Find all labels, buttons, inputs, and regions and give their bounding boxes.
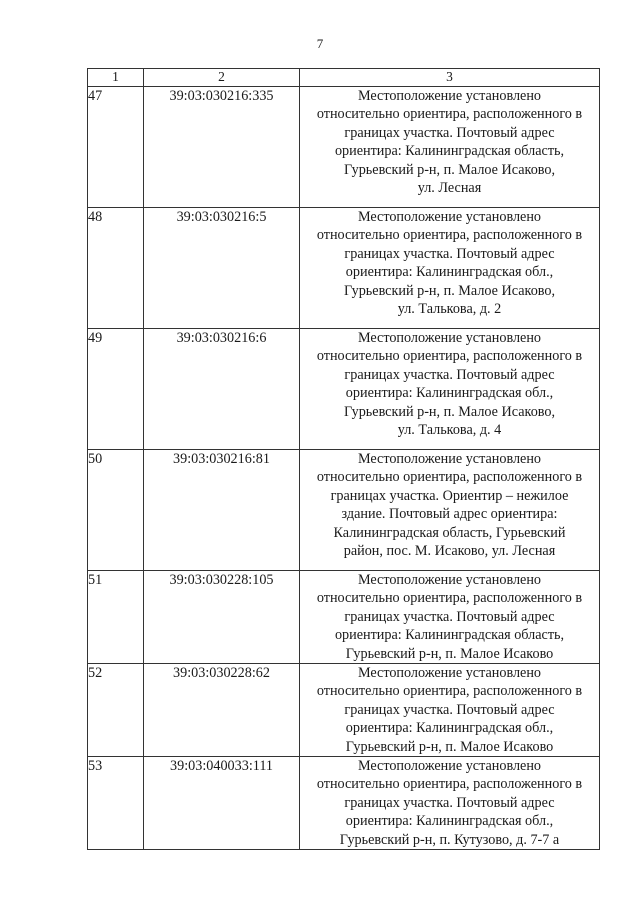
column-header-cadastral: 2: [144, 69, 300, 87]
row-number: 49: [88, 329, 144, 450]
location-line: относительно ориентира, расположенного в: [316, 106, 583, 123]
row-number: 51: [88, 571, 144, 664]
cadastral-number: 39:03:030216:5: [144, 208, 300, 329]
location-line: границах участка. Почтовый адрес: [344, 608, 555, 625]
location-line: Гурьевский р-н, п. Малое Исаково: [345, 738, 554, 755]
location-line: Местоположение установлено: [357, 665, 542, 682]
location-line: относительно ориентира, расположенного в: [316, 683, 583, 700]
cadastral-number: 39:03:040033:111: [144, 757, 300, 850]
location-line: ул. Лесная: [417, 180, 482, 197]
page-number: 7: [316, 36, 324, 51]
location-line: ориентира: Калининградская область,: [334, 143, 565, 160]
location-line: Гурьевский р-н, п. Малое Исаково,: [343, 403, 556, 420]
location-line: ориентира: Калининградская обл.,: [345, 720, 554, 737]
location-line: ориентира: Калининградская обл.,: [345, 385, 554, 402]
cadastral-number: 39:03:030228:62: [144, 664, 300, 757]
table-row: [88, 208, 600, 329]
row-number: 48: [88, 208, 144, 329]
location-line: ориентира: Калининградская область,: [334, 627, 565, 644]
location-line: границах участка. Почтовый адрес: [344, 124, 555, 141]
row-number: 50: [88, 450, 144, 571]
location-line: Гурьевский р-н, п. Кутузово, д. 7-7 а: [339, 831, 560, 848]
table-row: [88, 87, 600, 208]
cadastral-number: 39:03:030216:6: [144, 329, 300, 450]
location-line: границах участка. Почтовый адрес: [344, 366, 555, 383]
location-line: границах участка. Почтовый адрес: [344, 794, 555, 811]
location-line: Гурьевский р-н, п. Малое Исаково,: [343, 282, 556, 299]
table-row: [88, 664, 600, 757]
row-number: 47: [88, 87, 144, 208]
location-line: границах участка. Почтовый адрес: [344, 245, 555, 262]
row-number: 53: [88, 757, 144, 850]
location-description: [300, 664, 600, 757]
location-line: Местоположение установлено: [357, 451, 542, 467]
cadastral-number: 39:03:030216:81: [144, 450, 300, 571]
location-line: Местоположение установлено: [357, 572, 542, 588]
table-header-row: [88, 69, 600, 87]
location-line: здание. Почтовый адрес ориентира:: [341, 506, 558, 523]
location-line: Гурьевский р-н, п. Малое Исаково: [345, 645, 554, 662]
location-line: Местоположение установлено: [357, 330, 542, 346]
location-description: [300, 208, 600, 329]
location-description: [300, 329, 600, 450]
location-line: ул. Талькова, д. 2: [397, 301, 502, 318]
location-line: Местоположение установлено: [357, 758, 542, 775]
table-row: [88, 571, 600, 664]
cadastral-number: 39:03:030228:105: [144, 571, 300, 664]
location-description: [300, 571, 600, 664]
location-line: ул. Талькова, д. 4: [397, 422, 502, 439]
location-line: Гурьевский р-н, п. Малое Исаково,: [343, 161, 556, 178]
location-line: относительно ориентира, расположенного в: [316, 348, 583, 365]
row-number: 52: [88, 664, 144, 757]
location-description: [300, 757, 600, 850]
location-description: [300, 87, 600, 208]
location-line: Местоположение установлено: [357, 88, 542, 104]
location-line: Местоположение установлено: [357, 209, 542, 225]
location-line: границах участка. Почтовый адрес: [344, 701, 555, 718]
cadastral-number: 39:03:030216:335: [144, 87, 300, 208]
column-header-location: 3: [300, 69, 600, 87]
location-line: относительно ориентира, расположенного в: [316, 227, 583, 244]
column-header-number: 1: [88, 69, 144, 87]
location-description: [300, 450, 600, 571]
location-line: относительно ориентира, расположенного в: [316, 776, 583, 793]
location-line: ориентира: Калининградская обл.,: [345, 813, 554, 830]
land-plot-table: [87, 68, 600, 850]
location-line: относительно ориентира, расположенного в: [316, 590, 583, 607]
table-row: [88, 757, 600, 850]
location-line: границах участка. Ориентир – нежилое: [330, 487, 569, 504]
location-line: район, пос. М. Исаково, ул. Лесная: [343, 543, 556, 560]
table-row: [88, 450, 600, 571]
location-line: ориентира: Калининградская обл.,: [345, 264, 554, 281]
location-line: относительно ориентира, расположенного в: [316, 469, 583, 486]
location-line: Калининградская область, Гурьевский: [333, 524, 566, 541]
table-row: [88, 329, 600, 450]
